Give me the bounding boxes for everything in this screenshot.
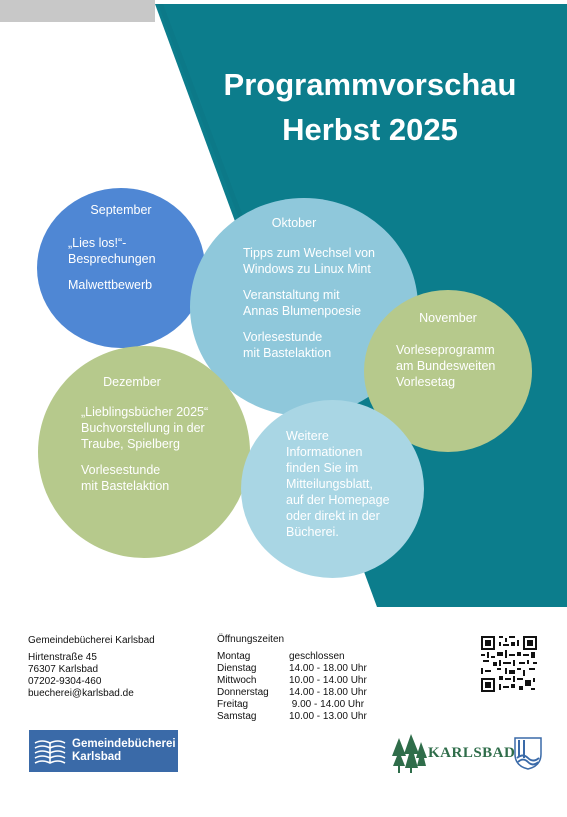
poster-title xyxy=(200,64,540,151)
address-street: Hirtenstraße 45 xyxy=(28,652,97,663)
oktober-item-2: Veranstaltung mit Annas Blumenpoesie xyxy=(243,288,362,318)
oktober-item-3: Vorlesestunde mit Bastelaktion xyxy=(243,330,332,360)
trees-icon xyxy=(391,734,427,774)
hours-time: 9.00 - 14.00 Uhr xyxy=(289,699,365,710)
title-line-1: Programmvorschau xyxy=(223,67,517,102)
november-title: November xyxy=(419,311,477,325)
qr-code-icon[interactable] xyxy=(481,636,537,692)
hours-time: geschlossen xyxy=(289,651,345,662)
hours-time: 10.00 - 14.00 Uhr xyxy=(289,675,367,686)
info-body xyxy=(286,428,390,550)
hours-row xyxy=(217,675,367,687)
hours-row xyxy=(217,651,367,663)
hours-time: 14.00 - 18.00 Uhr xyxy=(289,663,367,674)
hours-time: 10.00 - 13.00 Uhr xyxy=(289,711,367,722)
opening-hours xyxy=(217,634,367,723)
hours-day: Mittwoch xyxy=(217,675,257,686)
september-item-2: Malwettbewerb xyxy=(68,278,153,292)
september-title: September xyxy=(90,203,152,217)
library-logo xyxy=(29,730,178,772)
hours-day: Dienstag xyxy=(217,663,257,674)
hours-row xyxy=(217,711,367,723)
hours-row xyxy=(217,699,367,711)
september-item-1: „Lies los!“- Besprechungen xyxy=(68,236,156,266)
circle-dezember xyxy=(38,346,250,558)
dezember-title: Dezember xyxy=(103,375,161,389)
address-city: 76307 Karlsbad xyxy=(28,664,99,675)
info-text: Weitere Informationen finden Sie im Mitteilungsblatt, auf der Homepage oder direkt in der Bücherei. xyxy=(286,429,390,539)
circle-info xyxy=(241,400,424,578)
hours-day: Freitag xyxy=(217,699,249,710)
address-email[interactable]: buecherei@karlsbad.de xyxy=(28,688,134,699)
oktober-body xyxy=(243,245,375,371)
dezember-item-2: Vorlesestunde mit Bastelaktion xyxy=(81,463,170,493)
hours-row xyxy=(217,663,367,675)
hours-heading: Öffnungszeiten xyxy=(217,634,285,645)
hours-day: Samstag xyxy=(217,711,257,722)
hours-day: Donnerstag xyxy=(217,687,269,698)
dezember-body xyxy=(81,404,208,504)
oktober-title: Oktober xyxy=(271,216,317,230)
hours-day: Montag xyxy=(217,651,251,662)
library-name: Gemeindebücherei Karlsbad xyxy=(28,635,155,646)
library-logo-text xyxy=(72,738,176,764)
dezember-item-1: „Lieblingsbücher 2025“ Buchvorstellung in der Traube, Spielberg xyxy=(81,405,209,451)
november-body xyxy=(396,342,495,400)
circle-september xyxy=(37,188,205,348)
title-line-2: Herbst 2025 xyxy=(282,112,458,147)
oktober-item-1: Tipps zum Wechsel von Windows zu Linux Mint xyxy=(243,246,375,276)
library-logo-line-1: Gemeindebücherei xyxy=(72,738,176,750)
address-block xyxy=(28,635,155,700)
hours-row xyxy=(217,687,367,699)
town-logo xyxy=(391,732,543,776)
september-body xyxy=(68,235,156,303)
town-name: KARLSBAD xyxy=(428,745,516,761)
top-grey-band xyxy=(0,0,155,22)
coat-of-arms-icon xyxy=(513,736,543,770)
address-phone: 07202-9304-460 xyxy=(28,676,102,687)
library-logo-line-2: Karlsbad xyxy=(72,751,122,763)
book-stack-icon xyxy=(33,734,67,768)
november-item-1: Vorleseprogramm am Bundesweiten Vorlesetag xyxy=(396,343,496,389)
hours-time: 14.00 - 18.00 Uhr xyxy=(289,687,367,698)
